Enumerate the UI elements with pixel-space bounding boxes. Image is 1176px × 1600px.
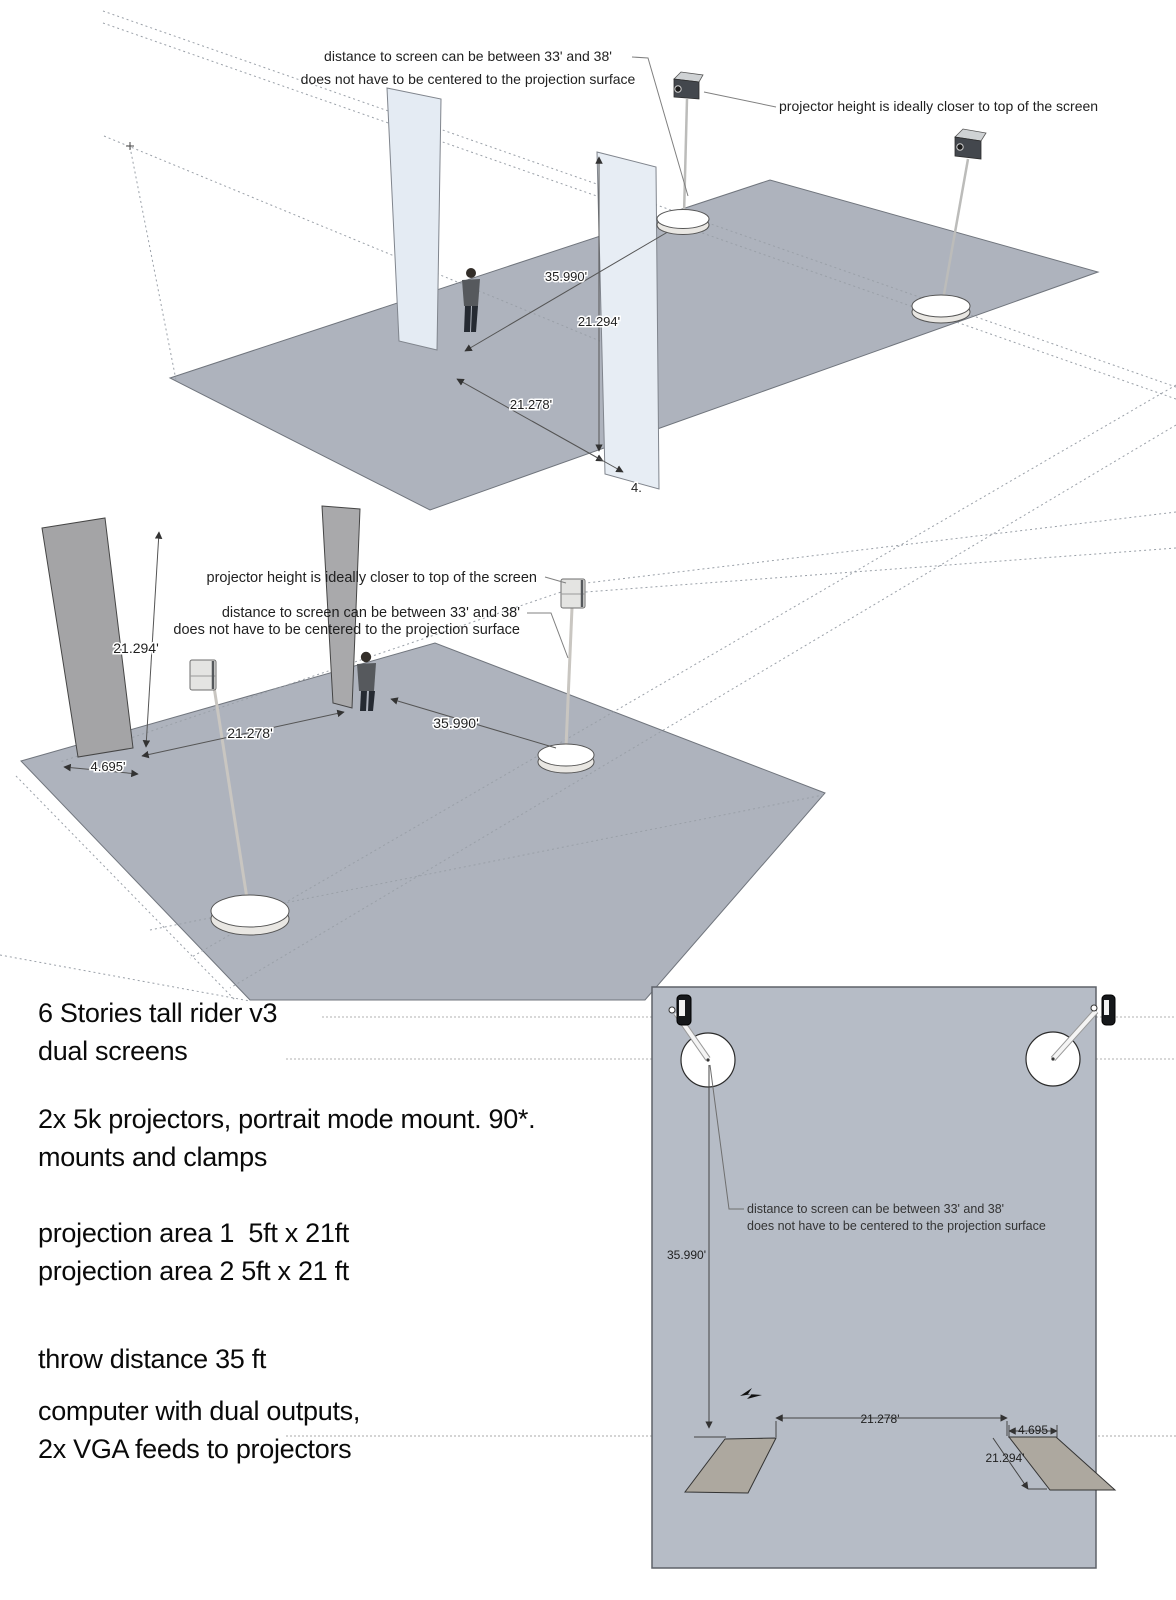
dim-screen-height: 21.294' bbox=[113, 640, 159, 656]
perspective-view-1 bbox=[103, 11, 1176, 510]
stage-floor bbox=[21, 643, 825, 1000]
axis-cross-mark bbox=[126, 142, 134, 150]
distance-note-line1: distance to screen can be between 33' and 38' bbox=[324, 48, 612, 64]
spec-computer: computer with dual outputs, bbox=[38, 1396, 361, 1426]
leader-line bbox=[527, 613, 568, 658]
dim-screen-gap: 21.278' bbox=[860, 1412, 900, 1426]
leader-line bbox=[704, 92, 776, 107]
projection-screen-1 bbox=[42, 518, 133, 757]
dim-screen-height: 21.294' bbox=[985, 1451, 1025, 1465]
dim-throw-distance: 35.990' bbox=[433, 715, 479, 731]
projector-lens-icon bbox=[1091, 1005, 1097, 1011]
spec-projectors: 2x 5k projectors, portrait mode mount. 90*. bbox=[38, 1104, 536, 1134]
plan-view bbox=[652, 987, 1115, 1568]
distance-note-line2: does not have to be centered to the projection surface bbox=[747, 1219, 1046, 1233]
projector-lens-icon bbox=[957, 144, 963, 150]
subtitle-line: dual screens bbox=[38, 1036, 188, 1066]
dim-screen-gap: 21.278' bbox=[509, 397, 553, 412]
spec-area-1: projection area 1 5ft x 21ft bbox=[38, 1218, 349, 1248]
dim-screen-width-truncated: 4. bbox=[631, 480, 642, 495]
projector-height-note: projector height is ideally closer to top of the screen bbox=[206, 570, 537, 586]
projector-pole bbox=[684, 99, 687, 215]
dim-screen-height: 21.294' bbox=[577, 314, 621, 329]
title-line: 6 Stories tall rider v3 bbox=[38, 998, 278, 1028]
spec-throw: throw distance 35 ft bbox=[38, 1344, 267, 1374]
distance-note-line1: distance to screen can be between 33' and 38' bbox=[221, 605, 520, 621]
spec-area-2: projection area 2 5ft x 21 ft bbox=[38, 1256, 349, 1286]
dim-screen-width: 4.695' bbox=[90, 759, 126, 774]
spec-mounts: mounts and clamps bbox=[38, 1142, 268, 1172]
perspective-view-2 bbox=[0, 385, 1176, 1001]
distance-note-line2: does not have to be centered to the projection surface bbox=[300, 71, 636, 87]
dim-throw-distance: 35.990' bbox=[667, 1248, 706, 1262]
distance-note-line1: distance to screen can be between 33' and 38' bbox=[747, 1202, 1005, 1216]
distance-note-line2: does not have to be centered to the projection surface bbox=[173, 622, 520, 638]
projector-lens-icon bbox=[669, 1007, 675, 1013]
projector-height-note: projector height is ideally closer to top of the screen bbox=[779, 98, 1099, 114]
dim-screen-width: 4.695 bbox=[1017, 1423, 1049, 1437]
projector-lens-icon bbox=[675, 86, 681, 92]
spec-vga: 2x VGA feeds to projectors bbox=[38, 1434, 352, 1464]
dim-throw-distance: 35.990' bbox=[544, 269, 588, 284]
dim-screen-gap: 21.278' bbox=[227, 725, 273, 741]
